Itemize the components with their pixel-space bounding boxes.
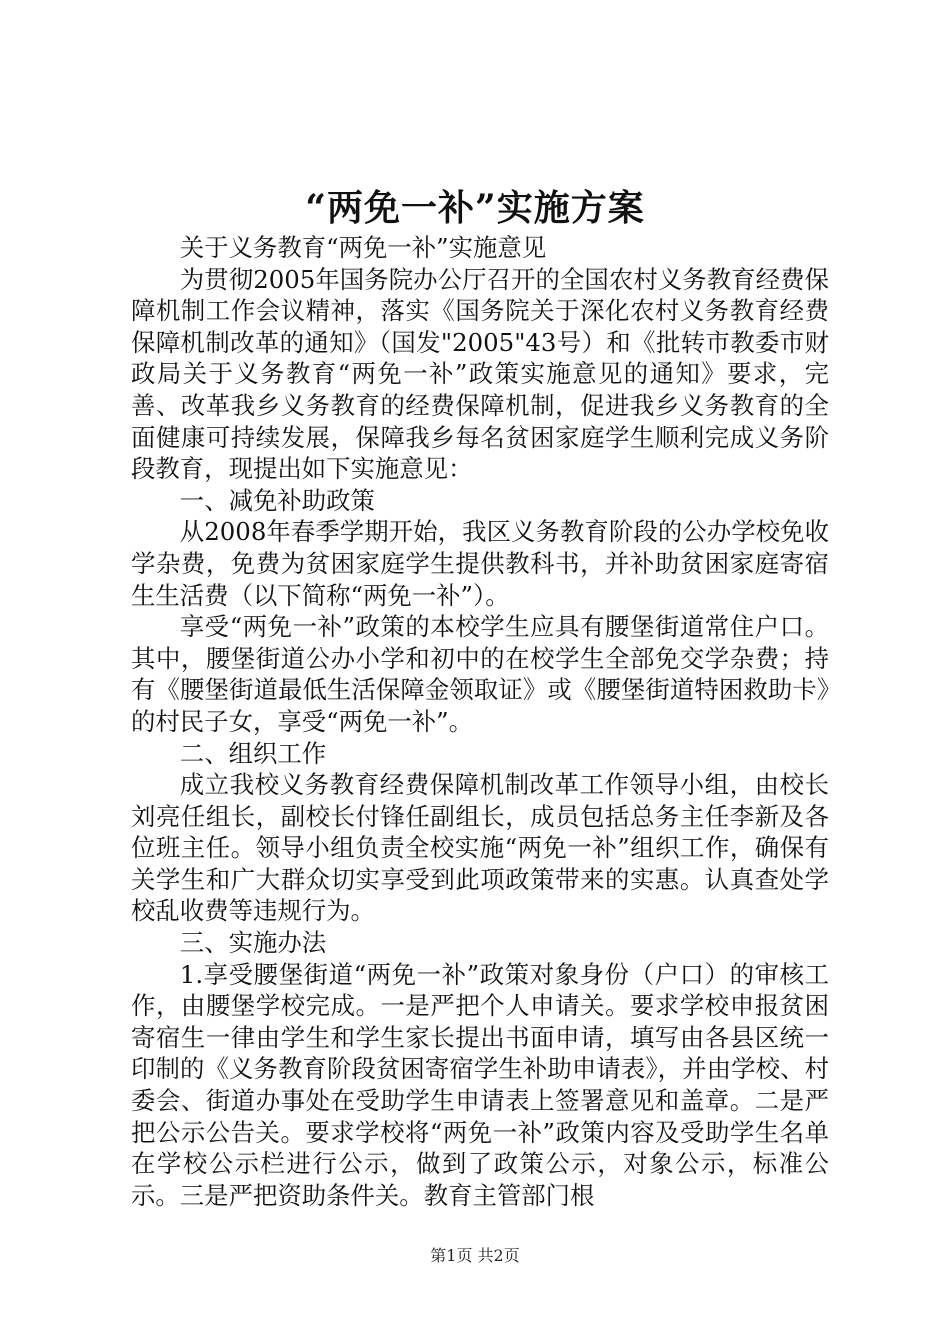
paragraph: 从2008年春季学期开始，我区义务教育阶段的公办学校免收学杂费，免费为贫困家庭学生提供教科书，并补助贫困家庭寄宿生生活费（以下简称“两免一补”）。: [131, 517, 829, 610]
section-heading-2: 二、组织工作: [179, 738, 327, 768]
paragraph: 享受“两免一补”政策的本校学生应具有腰堡街道常住户口。其中，腰堡街道公办小学和初中的在校学生全部免交学杂费；持有《腰堡街道最低生活保障金领取证》或《腰堡街道特困救助卡》的村民子女，享受“两免一补”。: [131, 612, 829, 736]
document-title: “两免一补”实施方案: [305, 187, 645, 229]
paragraph-intro: 为贯彻2005年国务院办公厅召开的全国农村义务教育经费保障机制工作会议精神，落实《国务院关于深化农村义务教育经费保障机制改革的通知》（国发"2005"43号）和《批转市教委市财政局关于义务教育“两免一补”政策实施意见的通知》要求，完善、改革我乡义务教育的经费保障机制，促进我乡义务教育的全面健康可持续发展，保障我乡每名贫困家庭学生顺利完成义务阶段教育，现提出如下实施意见：: [131, 264, 829, 484]
document-body: [131, 232, 829, 1211]
paragraph: 成立我校义务教育经费保障机制改革工作领导小组，由校长刘亮任组长，副校长付锋任副组长，成员包括总务主任李新及各位班主任。领导小组负责全校实施“两免一补”组织工作，确保有关学生和广大群众切实享受到此项政策带来的实惠。认真查处学校乱收费等违规行为。: [131, 770, 829, 926]
section-heading-3: 三、实施办法: [179, 928, 327, 958]
page-footer: 第1页 共2页: [430, 1246, 520, 1265]
section-heading-1: 一、减免补助政策: [179, 485, 375, 515]
paragraph-subtitle: 关于义务教育“两免一补”实施意见: [179, 233, 547, 262]
paragraph: 1.享受腰堡街道“两免一补”政策对象身份（户口）的审核工作，由腰堡学校完成。一是严把个人申请关。要求学校申报贫困寄宿生一律由学生和学生家长提出书面申请，填写由各县区统一印制的《义务教育阶段贫困寄宿学生补助申请表》，并由学校、村委会、街道办事处在受助学生申请表上签署意见和盖章。二是严把公示公告关。要求学校将“两免一补”政策内容及受助学生名单在学校公示栏进行公示，做到了政策公示，对象公示，标准公示。三是严把资助条件关。教育主管部门根: [131, 959, 829, 1210]
